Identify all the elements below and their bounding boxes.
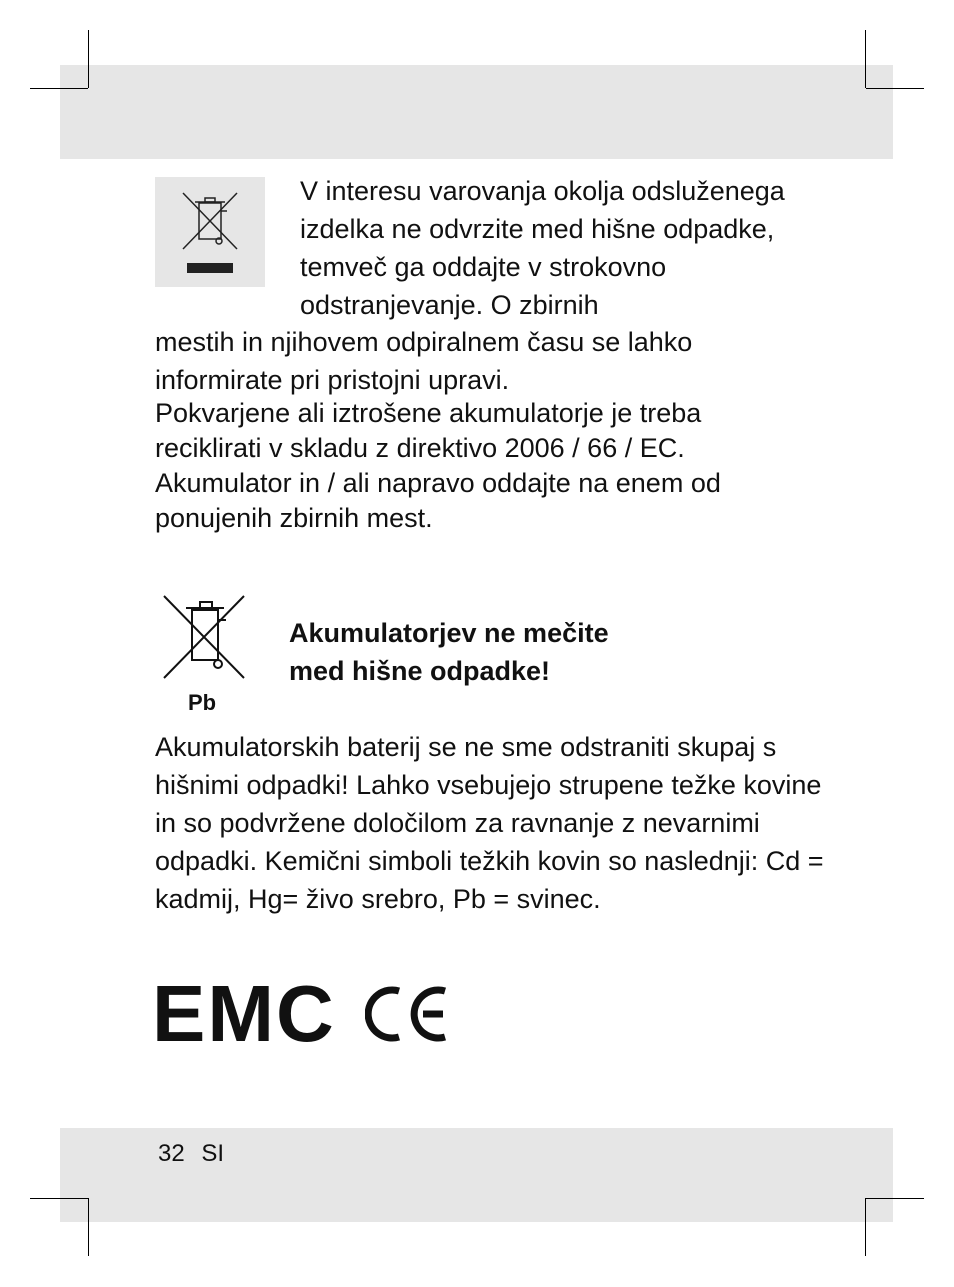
crop-mark xyxy=(88,1198,89,1256)
battery-warning-heading xyxy=(289,614,609,690)
warning-line-2: med hišne odpadke! xyxy=(289,656,551,686)
crop-mark xyxy=(866,88,924,89)
warning-line-1: Akumulatorjev ne mečite xyxy=(289,618,609,648)
crop-mark xyxy=(88,30,89,88)
crop-mark xyxy=(30,88,88,89)
emc-logo: EMC xyxy=(152,969,336,1058)
crop-mark xyxy=(866,1198,924,1199)
disposal-continued-text: mestih in njihovem odpiralnem času se lahko informirate pri pristojni upravi. xyxy=(155,327,693,395)
crop-mark xyxy=(30,1198,88,1199)
pb-label: Pb xyxy=(188,690,217,715)
disposal-intro-text: V interesu varovanja okolja odsluženega izdelka ne odvrzite med hišne odpadke, temveč ga oddajte v strokovno odstranjevanje. O zbirnih xyxy=(300,176,785,320)
battery-recycling-text: Pokvarjene ali iztrošene akumulatorje je treba reciklirati v skladu z direktivo 2006 / 66 / EC. Akumulator in / ali napravo oddajte na enem od ponujenih zbirnih mest. xyxy=(155,398,721,533)
page-footer xyxy=(158,1140,234,1168)
page-number: 32 xyxy=(158,1140,185,1167)
crop-mark xyxy=(865,1198,866,1256)
ce-mark-icon xyxy=(365,985,450,1043)
language-code: SI xyxy=(201,1140,225,1167)
battery-warning-body: Akumulatorskih baterij se ne sme odstraniti skupaj s hišnimi odpadki! Lahko vsebujejo strupene težke kovine in so podvržene določilom za ravnanje z nevarnimi odpadki. Kemični simboli težkih kovin so naslednji: Cd = kadmij, Hg= živo srebro, Pb = svinec. xyxy=(155,732,824,914)
weee-bin-icon xyxy=(155,177,265,287)
header-band xyxy=(60,65,893,159)
crop-mark xyxy=(865,30,866,88)
